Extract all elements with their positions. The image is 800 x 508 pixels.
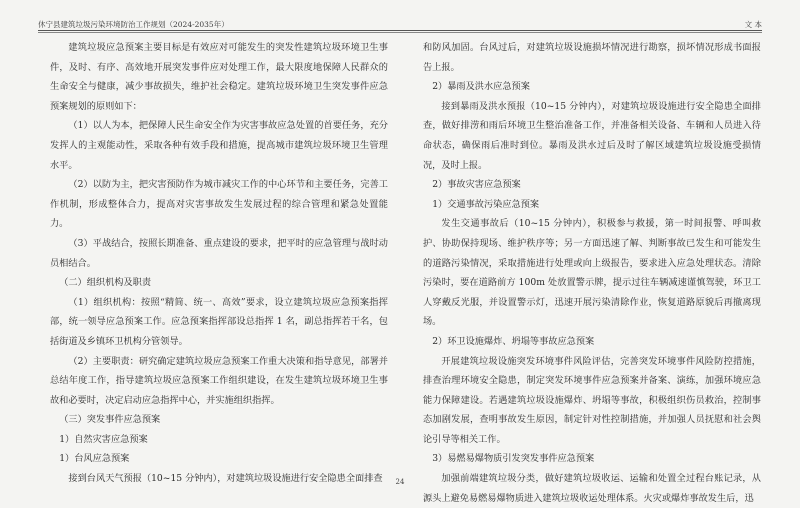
right-column [423, 38, 761, 508]
paragraph: 加强前端建筑垃圾分类，做好建筑垃圾收运、运输和处置全过程台账记录，从源头上避免易燃易爆物质进入建筑垃圾收运处理体系。火灾或爆炸事故发生后，迅 [423, 473, 761, 504]
paragraph: （1）组织机构：按照“精简、统一、高效”要求，设立建筑垃圾应急预案指挥部，统一领导应急预案工作。应急预案指挥部设总指挥 1 名，副总指挥若干名，包括街道及乡镇环卫机构分管领导。 [50, 296, 388, 347]
section-heading: 2）事故灾害应急预案 [432, 179, 521, 191]
header-title: 休宁县建筑垃圾污染环境防治工作规划（2024-2035年） [38, 20, 229, 29]
paragraph: （2）以防为主，把灾害预防作为城市减灾工作的中心环节和主要任务，完善工作机制，形成整体合力，提高对灾害事故发生发展过程的综合管理和紧急处置能力。 [50, 179, 388, 230]
left-column [50, 38, 388, 489]
header-rule-thin [38, 32, 762, 33]
paragraph: 发生交通事故后（10~15 分钟内），积极参与救援，第一时间报警、呼叫救护、协助保持现场、维护秩序等；另一方面迅速了解、判断事故已发生和可能发生的道路污染情况，采取措施进行处理或向上级报告，要求进入应急处理状态。清除污染时，要在道路前方 100m 处放置警示牌，提示过往车辆减速谨慎驾驶，环卫工人穿戴反光服，并设置警示灯，迅速开展污染清除作业，恢复道路原貌后再撤离现场。 [423, 218, 761, 328]
paragraph: 建筑垃圾应急预案主要目标是有效应对可能发生的突发性建筑垃圾环境卫生事件，及时、有序、高效地开展突发事件应对处理工作，最大限度地保障人民群众的生命安全与健康，减少事故损失，维护社会稳定。建筑垃圾环境卫生突发事件应急预案规划的原则如下： [50, 42, 388, 112]
header-rule [38, 30, 762, 31]
section-heading: 1）台风应急预案 [59, 453, 130, 465]
section-heading: 1）自然灾害应急预案 [59, 433, 148, 445]
header-right-label: 文 本 [744, 20, 762, 29]
page-number: 24 [395, 478, 405, 486]
paragraph: （2）主要职责：研究确定建筑垃圾应急预案工作重大决策和指导意见，部署并总结年度工作，指导建筑垃圾应急预案工作组织建设，在发生建筑垃圾环境卫生事故和必要时，决定启动应急指挥中心，并实施组织指挥。 [50, 355, 388, 406]
section-heading: 2）暴雨及洪水应急预案 [432, 81, 530, 93]
paragraph: 开展建筑垃圾设施突发环境事件风险评估，完善突发环境事件风险防控措施，排查治理环境安全隐患，制定突发环境事件应急预案并备案、演练，加强环境应急能力保障建设。若遇建筑垃圾设施爆炸、坍塌等事故，积极组织伤员救治，控制事态加剧发展，查明事故发生原因，制定针对性控制措施，并加强人员抚慰和社会舆论引导等相关工作。 [423, 355, 761, 445]
section-heading: 3）易燃易爆物质引发突发事件应急预案 [432, 453, 595, 465]
paragraph: 和防风加固。台风过后，对建筑垃圾设施损坏情况进行勘察，损坏情况形成书面报告上报。 [423, 42, 761, 73]
page-header [38, 14, 762, 30]
section-heading: （三）突发事件应急预案 [59, 414, 161, 426]
paragraph: （1）以人为本，把保障人民生命安全作为灾害事故应急处置的首要任务，充分发挥人的主观能动性，采取各种有效手段和措施，提高城市建筑垃圾环境卫生管理水平。 [50, 120, 388, 171]
paragraph: （3）平战结合，按照长期准备、重点建设的要求，把平时的应急管理与战时动员相结合。 [50, 237, 388, 269]
paragraph: 接到暴雨及洪水预报（10~15 分钟内），对建筑垃圾设施进行安全隐患全面排查，做好排涝和雨后环境卫生整治准备工作，并准备相关设备、车辆和人员进入待命状态，确保雨后准时到位。暴雨及洪水过后及时了解区域建筑垃圾设施受损情况，及时上报。 [423, 100, 761, 171]
section-heading: 1）交通事故污染应急预案 [432, 198, 540, 210]
paragraph: 接到台风天气预报（10~15 分钟内），对建筑垃圾设施进行安全隐患全面排查 [68, 473, 383, 485]
section-heading: （二）组织机构及职责 [59, 277, 152, 289]
section-heading: 2）环卫设施爆炸、坍塌等事故应急预案 [432, 335, 595, 347]
